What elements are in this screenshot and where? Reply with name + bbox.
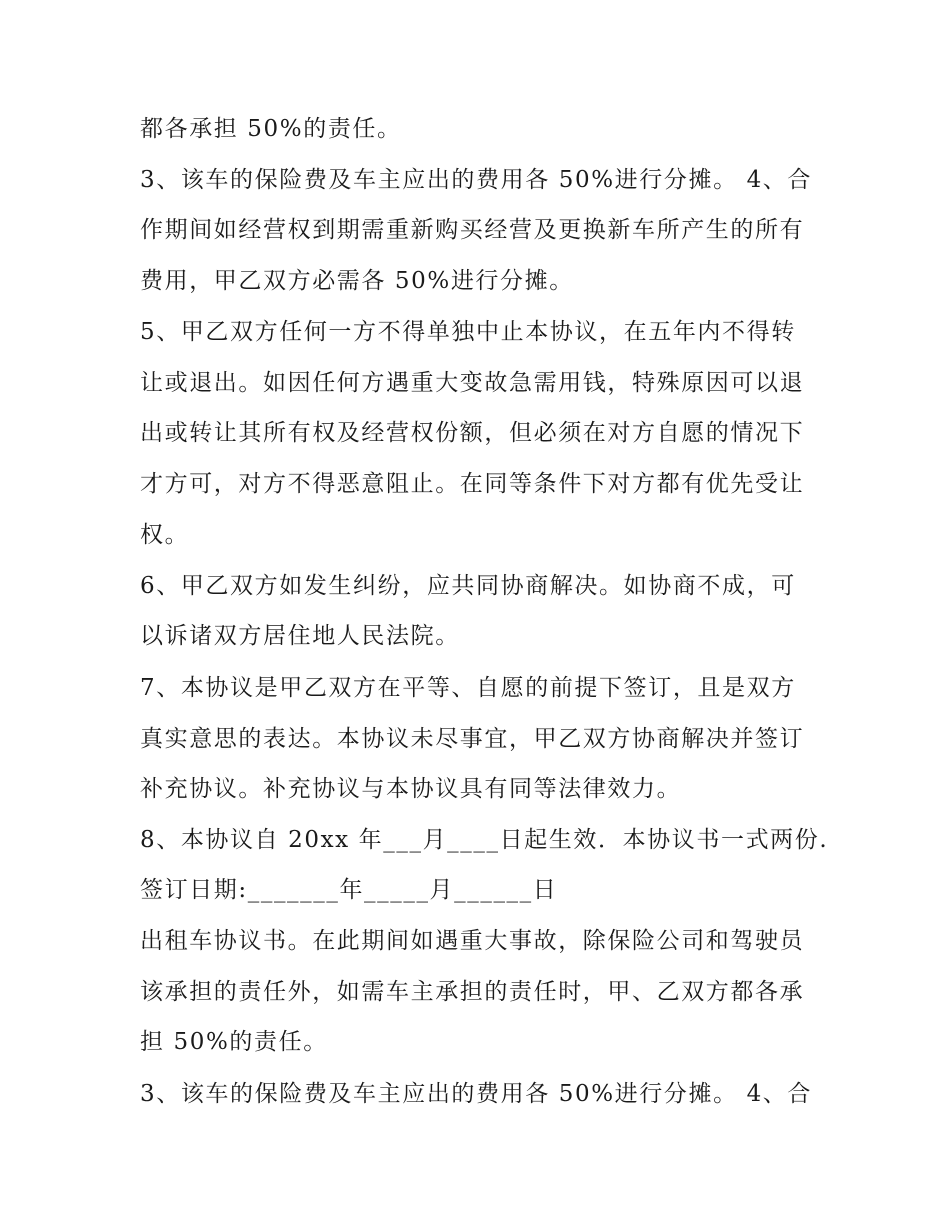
text-line: 才方可，对方不得恶意阻止。在同等条件下对方都有优先受让 [140, 471, 805, 497]
text-line: 补充协议。补充协议与本协议具有同等法律效力。 [140, 776, 682, 802]
text-line: 让或退出。如因任何方遇重大变故急需用钱，特殊原因可以退 [140, 370, 805, 396]
text-line: 6、甲乙双方如发生纠纷，应共同协商解决。如协商不成，可 [140, 573, 796, 599]
text-line: 签订日期:_______年_____月______日 [140, 877, 558, 903]
text-line: 担 50%的责任。 [140, 1029, 328, 1055]
text-line: 8、本协议自 20xx 年___月____日起生效．本协议书一式两份. [140, 827, 829, 853]
text-line: 出租车协议书。在此期间如遇重大事故，除保险公司和驾驶员 [140, 928, 805, 954]
text-line: 该承担的责任外，如需车主承担的责任时，甲、乙双方都各承 [140, 979, 805, 1005]
text-line: 都各承担 50%的责任。 [140, 116, 402, 142]
text-line: 7、本协议是甲乙双方在平等、自愿的前提下签订，且是双方 [140, 675, 796, 701]
text-line: 权。 [140, 522, 190, 548]
text-line: 3、该车的保险费及车主应出的费用各 50%进行分摊。 4、合 [140, 1081, 813, 1107]
text-line: 5、甲乙双方任何一方不得单独中止本协议，在五年内不得转 [140, 319, 796, 345]
text-line: 费用，甲乙双方必需各 50%进行分摊。 [140, 268, 574, 294]
text-line: 3、该车的保险费及车主应出的费用各 50%进行分摊。 4、合 [140, 167, 813, 193]
text-line: 真实意思的表达。本协议未尽事宜，甲乙双方协商解决并签订 [140, 726, 805, 752]
text-line: 以诉诸双方居住地人民法院。 [140, 623, 460, 649]
text-line: 作期间如经营权到期需重新购买经营及更换新车所产生的所有 [140, 217, 805, 243]
text-line: 出或转让其所有权及经营权份额，但必须在对方自愿的情况下 [140, 420, 805, 446]
